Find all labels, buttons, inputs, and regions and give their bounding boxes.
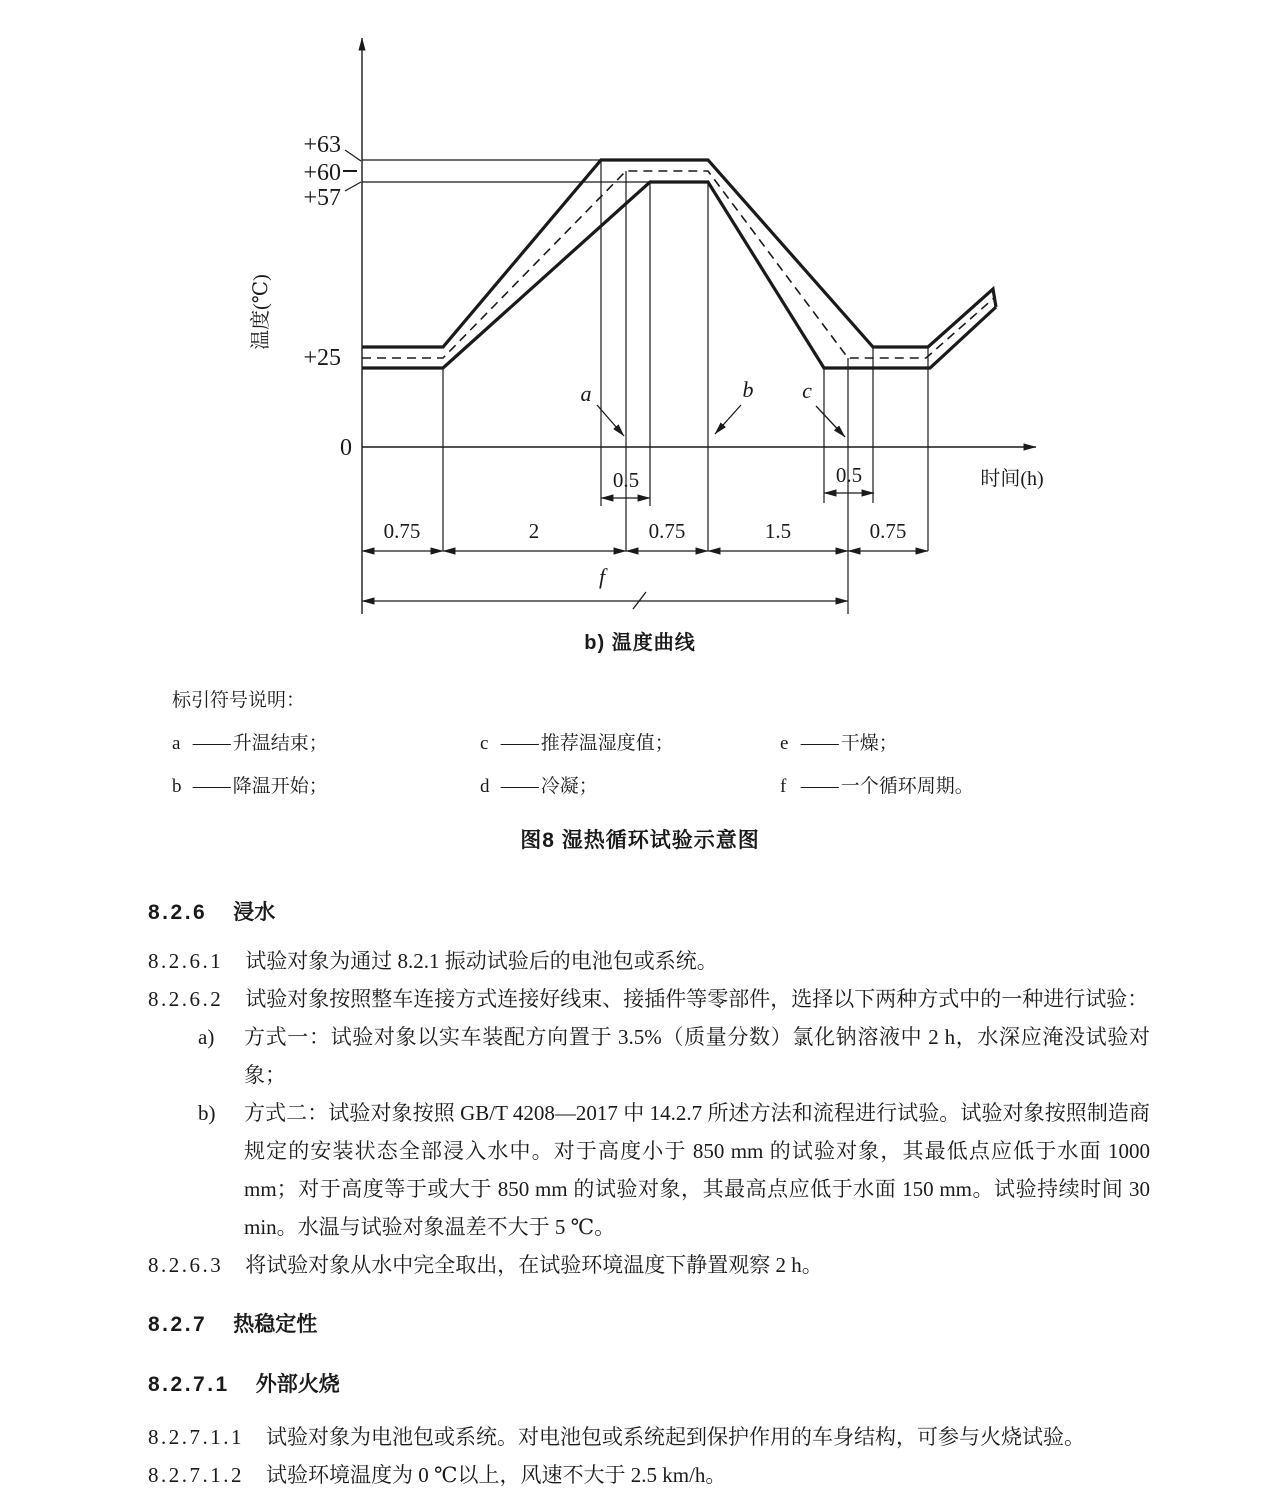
list-item-b: b) 方式二：试验对象按照 GB/T 4208—2017 中 14.2.7 所述方法和流程进行试验。试验对象按照制造商规定的安装状态全部浸入水中。对于高度小于 850 mm 的试验对象，其最低点应低于水面 1000 mm；对于高度等于或大于 850 mm 的试验对象，其最高点应低于水面 150 mm。试验持续时间 30 min。水温与试验对象温差不大于 5 ℃。 bbox=[198, 1101, 1150, 1239]
segment-label-4: 1.5 bbox=[764, 519, 792, 543]
legend-dash: —— bbox=[500, 776, 539, 797]
ytick-57: +57 bbox=[303, 185, 341, 211]
legend-item-c: c —— 推荐温湿度值； bbox=[480, 733, 674, 754]
legend-block bbox=[172, 685, 1280, 798]
section-heading-8-2-7: 8.2.7 热稳定性 bbox=[148, 1313, 318, 1336]
segment-label-2: 2 bbox=[528, 519, 540, 543]
label-c: c bbox=[802, 378, 812, 403]
legend-dash: —— bbox=[500, 733, 539, 754]
label-a: a bbox=[580, 381, 592, 406]
legend-item-e: e —— 干燥； bbox=[780, 733, 898, 754]
reference-lines bbox=[343, 150, 650, 191]
legend-item-d: d —— 冷凝； bbox=[480, 776, 598, 797]
paragraph-8-2-7-1-2: 8.2.7.1.2 试验环境温度为 0 ℃以上，风速不大于 2.5 km/h。 bbox=[148, 1463, 727, 1487]
section-heading-8-2-6: 8.2.6 浸水 bbox=[148, 901, 276, 924]
list-item-a: a) 方式一：试验对象以实车装配方向置于 3.5%（质量分数）氯化钠溶液中 2 h，水深应淹没试验对象； bbox=[198, 1025, 1150, 1087]
ytick-25: +25 bbox=[303, 345, 341, 371]
document-body bbox=[0, 854, 1280, 1494]
cycle-label-f: f bbox=[598, 564, 606, 589]
paragraph-8-2-6-1: 8.2.6.1 试验对象为通过 8.2.1 振动试验后的电池包或系统。 bbox=[148, 949, 718, 973]
point-marker-a bbox=[581, 381, 625, 436]
legend-item-f: f —— 一个循环周期。 bbox=[780, 776, 974, 797]
dimension-tolerance-windows bbox=[601, 463, 874, 498]
figure-8-temperature-curve bbox=[0, 0, 1280, 620]
figure-caption: 图8 湿热循环试验示意图 bbox=[520, 829, 760, 852]
legend-item-a: a —— 升温结束； bbox=[172, 733, 328, 754]
segment-label-5: 0.75 bbox=[869, 519, 907, 543]
point-marker-b bbox=[715, 377, 754, 434]
label-b: b bbox=[742, 377, 754, 402]
curve-lower-limit bbox=[362, 182, 996, 368]
window-label-1: 0.5 bbox=[612, 468, 640, 492]
legend-title: 标引符号说明： bbox=[172, 690, 306, 711]
temperature-cycle-chart bbox=[0, 0, 1280, 620]
section-heading-8-2-7-1: 8.2.7.1 外部火烧 bbox=[148, 1373, 340, 1396]
paragraph-8-2-7-1-1: 8.2.7.1.1 试验对象为电池包或系统。对电池包或系统起到保护作用的车身结构，可参与火烧试验。 bbox=[148, 1425, 1085, 1449]
ytick-63: +63 bbox=[303, 132, 341, 158]
y-tick-labels bbox=[303, 132, 352, 461]
curve-upper-limit bbox=[362, 160, 996, 347]
segment-label-3: 0.75 bbox=[648, 519, 686, 543]
paragraph-8-2-6-3: 8.2.6.3 将试验对象从水中完全取出，在试验环境温度下静置观察 2 h。 bbox=[148, 1253, 823, 1277]
ytick-0: 0 bbox=[340, 435, 352, 461]
legend-item-b: b —— 降温开始； bbox=[172, 776, 328, 797]
chart-subcaption: b) 温度曲线 bbox=[584, 632, 696, 654]
legend-dash: —— bbox=[192, 733, 231, 754]
legend-dash: —— bbox=[192, 776, 231, 797]
legend-dash: —— bbox=[800, 733, 839, 754]
guide-verticals bbox=[443, 160, 928, 614]
dimension-cycle-period bbox=[362, 564, 848, 609]
y-axis-title: 温度(℃) bbox=[250, 274, 272, 350]
segment-label-1: 0.75 bbox=[383, 519, 421, 543]
ytick-60: +60 bbox=[303, 160, 341, 186]
window-label-2: 0.5 bbox=[835, 463, 863, 487]
x-axis-title: 时间(h) bbox=[980, 468, 1044, 490]
legend-dash: —— bbox=[800, 776, 839, 797]
paragraph-8-2-6-2: 8.2.6.2 试验对象按照整车连接方式连接好线束、接插件等零部件，选择以下两种方式中的一种进行试验： bbox=[148, 987, 1149, 1011]
dimension-segments bbox=[362, 519, 928, 551]
legend-grid bbox=[172, 728, 1280, 798]
